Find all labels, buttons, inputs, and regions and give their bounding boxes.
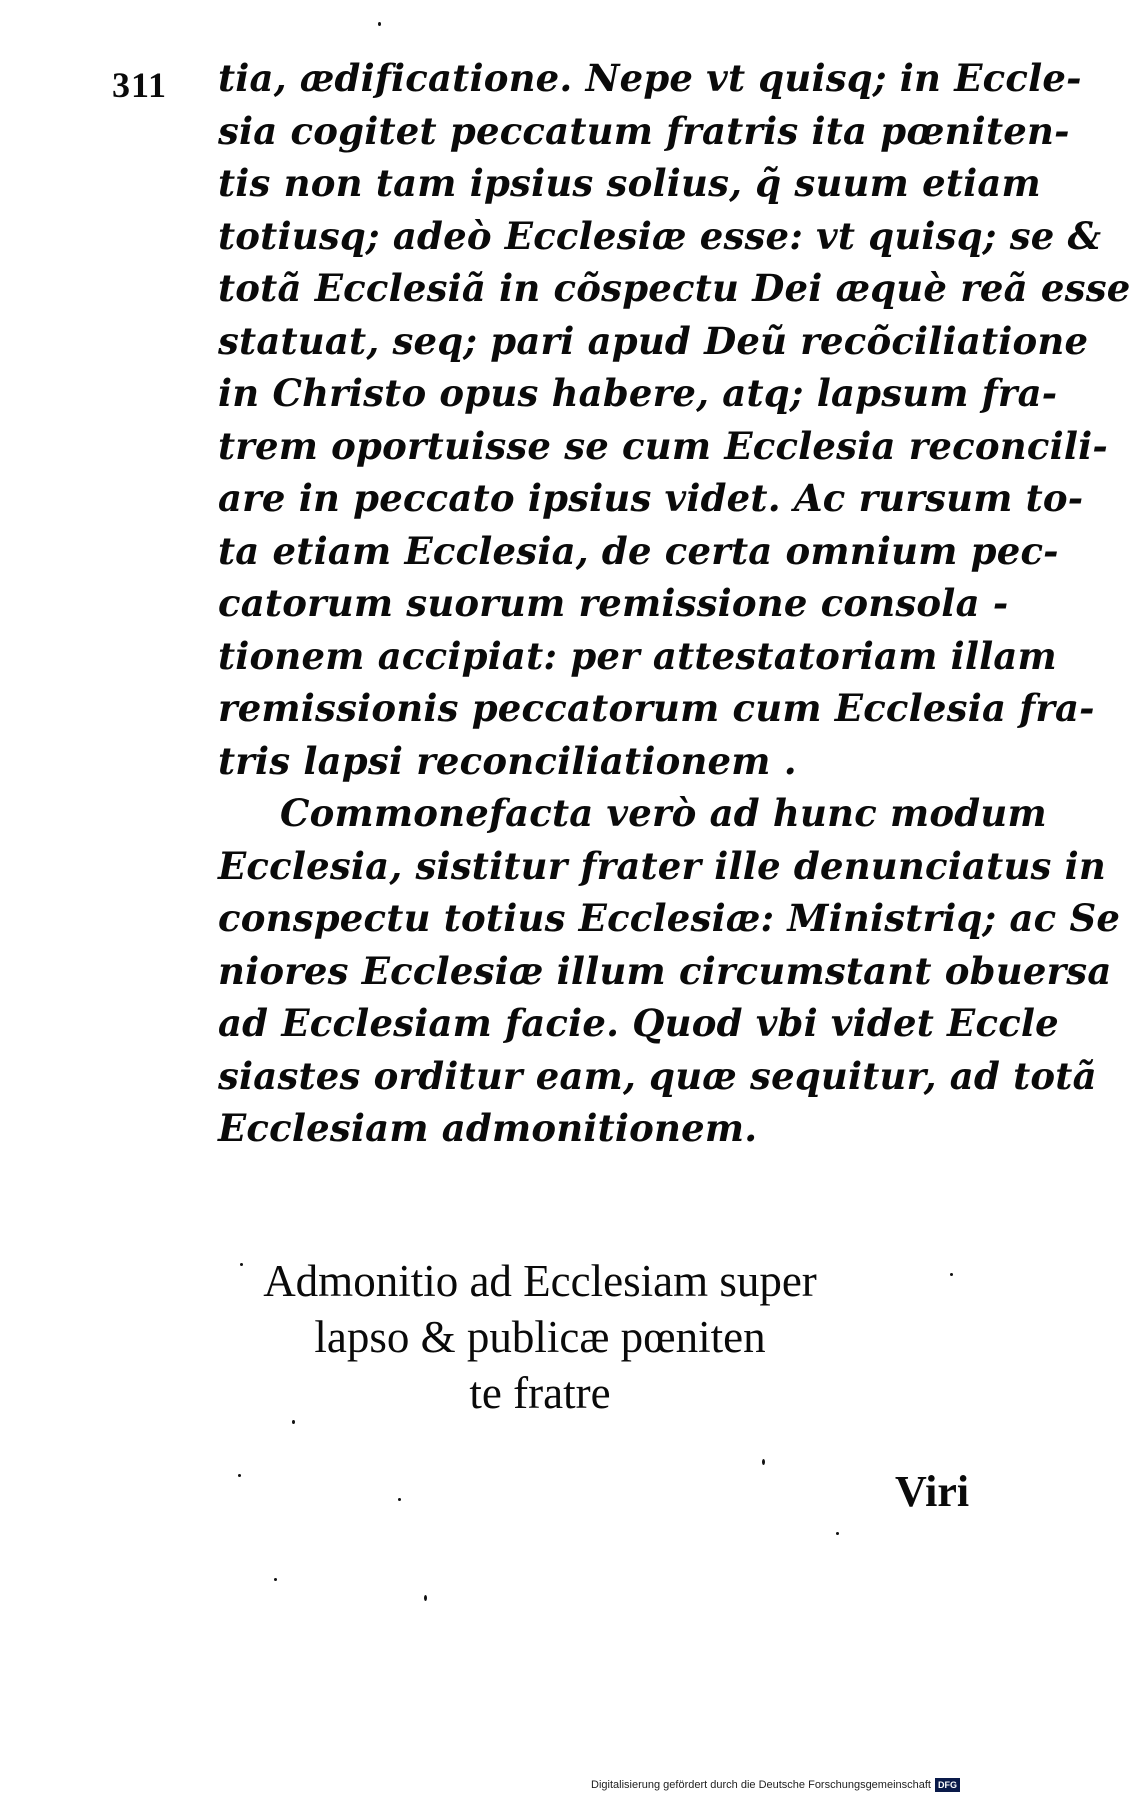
text-line: ta etiam Ecclesia, de certa omnium pec-: [218, 528, 1059, 573]
ink-speck: [950, 1273, 953, 1276]
text-line: Ecclesia, sistitur frater ille denunciatus in: [218, 843, 1107, 888]
heading-line: Admonitio ad Ecclesiam super: [263, 1256, 817, 1306]
text-line: remissionis peccatorum cum Ecclesia fra-: [218, 686, 1095, 730]
text-line: sia cogitet peccatum fratris ita pœniten-: [218, 108, 1070, 153]
text-line: tia, ædificatione. Nepe vt quisq; in Eccle-: [218, 56, 1082, 100]
ink-speck: [424, 1595, 427, 1601]
text-line: niores Ecclesiæ illum circumstant obuersa: [218, 948, 1112, 993]
text-line: tionem accipiat: per attestatoriam illam: [218, 633, 1057, 678]
ink-speck: [274, 1578, 277, 1581]
text-line: tris lapsi reconciliationem .: [218, 738, 797, 783]
text-line: tis non tam ipsius solius, q̃ suum etiam: [218, 161, 1041, 205]
text-line: Commonefacta verò ad hunc modum: [280, 791, 1047, 835]
text-line: totiusq; adeò Ecclesiæ esse: vt quisq; se &: [218, 213, 1102, 258]
text-line: ad Ecclesiam facie. Quod vbi videt Eccle: [218, 1001, 1059, 1045]
ink-speck: [378, 22, 381, 26]
catchword: Viri: [895, 1467, 970, 1516]
text-line: catorum suorum remissione consola -: [218, 581, 1009, 625]
digitization-credit: [591, 1778, 960, 1792]
body-text: [218, 52, 1130, 1155]
text-line: Ecclesiam admonitionem.: [218, 1106, 758, 1150]
ink-speck: [240, 1263, 243, 1266]
ink-speck: [398, 1498, 401, 1501]
page-number: 311: [112, 65, 168, 105]
text-line: siastes orditur eam, quæ sequitur, ad totã: [218, 1053, 1097, 1098]
ink-speck: [292, 1420, 295, 1424]
dfg-logo: DFG: [935, 1778, 960, 1792]
text-line: conspectu totius Ecclesiæ: Ministriq; ac Se: [218, 896, 1121, 940]
text-line: statuat, seq; pari apud Deũ recõciliatione: [218, 318, 1089, 363]
text-line: are in peccato ipsius videt. Ac rursum to-: [218, 476, 1084, 520]
text-line: in Christo opus habere, atq; lapsum fra-: [218, 371, 1058, 415]
heading-line: lapso & publicæ pœniten: [314, 1312, 766, 1362]
text-line: totã Ecclesiã in cõspectu Dei æquè reã esse: [218, 266, 1130, 310]
ink-speck: [238, 1474, 241, 1477]
text-line: trem oportuisse se cum Ecclesia reconcili-: [218, 423, 1108, 468]
credit-text: Digitalisierung gefördert durch die Deutsche Forschungsgemeinschaft: [591, 1779, 931, 1791]
ink-speck: [836, 1532, 839, 1535]
section-heading: [200, 1253, 880, 1421]
ink-speck: [762, 1459, 765, 1465]
heading-line: te fratre: [469, 1368, 611, 1418]
